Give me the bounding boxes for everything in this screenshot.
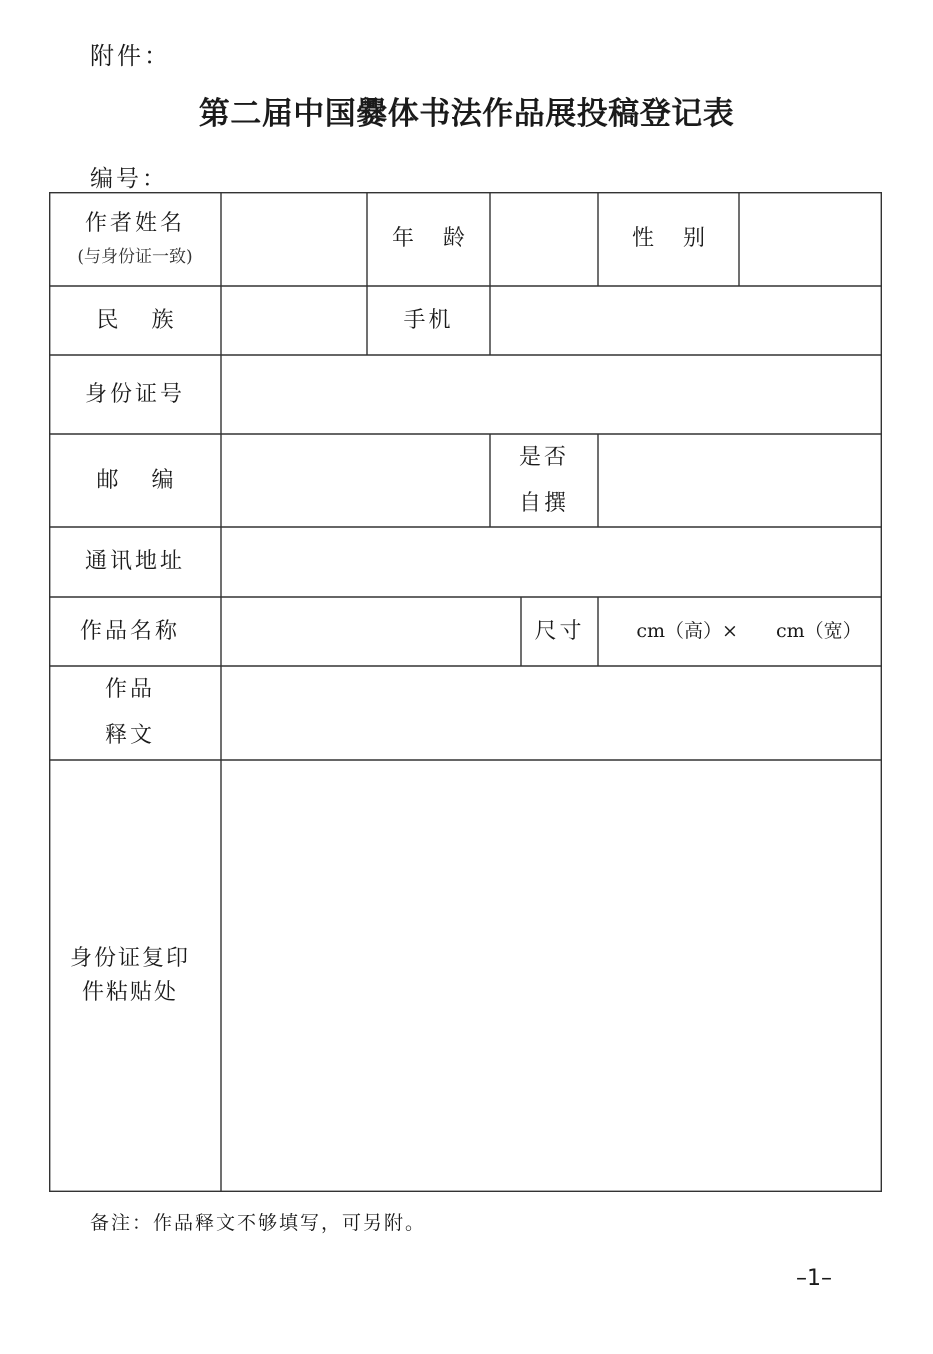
id-number-label-cell: [49, 355, 221, 434]
author-name-input[interactable]: [221, 192, 367, 286]
author-name-note: (与身份证一致): [77, 247, 193, 268]
id-copy-paste-area[interactable]: [221, 760, 882, 1192]
id-copy-label-line1: 身份证复印: [69, 946, 190, 971]
work-title-input[interactable]: [221, 597, 521, 666]
id-copy-label-cell: [49, 760, 211, 1192]
phone-label: 手机: [403, 307, 454, 333]
page-number: –1–: [796, 1266, 832, 1291]
ethnicity-label: 民 族: [96, 307, 174, 333]
self-written-input[interactable]: [598, 434, 882, 527]
author-name-label: 作者姓名: [84, 210, 185, 236]
size-label-cell: [521, 597, 598, 666]
id-copy-label-line2: 件粘贴处: [81, 980, 178, 1005]
work-text-label-line2: 释文: [104, 723, 155, 748]
size-value: cm（高）× cm（宽）: [636, 619, 862, 642]
gender-label: 性 别: [632, 226, 705, 252]
work-text-input[interactable]: [221, 666, 882, 760]
self-written-label-line2: 自撰: [518, 490, 569, 516]
address-label-cell: [49, 527, 221, 597]
postal-code-label: 邮 编: [96, 467, 174, 493]
postal-code-input[interactable]: [221, 434, 490, 527]
age-input[interactable]: [490, 192, 598, 286]
age-label-cell: [367, 192, 490, 286]
age-label: 年 龄: [392, 226, 465, 252]
author-name-label-cell: [49, 192, 221, 286]
attachment-label: 附件：: [90, 42, 171, 70]
size-label: 尺寸: [534, 618, 585, 644]
gender-input[interactable]: [739, 192, 882, 286]
self-written-label-line1: 是否: [518, 444, 569, 470]
work-text-label-line1: 作品: [104, 677, 155, 702]
work-title-label: 作品名称: [79, 618, 180, 644]
ethnicity-input[interactable]: [221, 286, 367, 355]
self-written-label-cell: [490, 434, 598, 527]
registration-form-table: [49, 192, 882, 1192]
footer-note: 备注：作品释文不够填写，可另附。: [90, 1212, 427, 1234]
page-title: 第二届中国爨体书法作品展投稿登记表: [198, 96, 735, 132]
phone-input[interactable]: [490, 286, 882, 355]
postal-code-label-cell: [49, 434, 221, 527]
gender-label-cell: [598, 192, 739, 286]
serial-number-label: 编号：: [90, 166, 168, 192]
work-title-label-cell: [49, 597, 211, 666]
phone-label-cell: [367, 286, 490, 355]
address-label: 通讯地址: [84, 549, 185, 575]
id-number-label: 身份证号: [84, 381, 185, 407]
size-input[interactable]: [598, 597, 882, 666]
id-number-input[interactable]: [221, 355, 882, 434]
ethnicity-label-cell: [49, 286, 221, 355]
work-text-label-cell: [49, 666, 211, 760]
address-input[interactable]: [221, 527, 882, 597]
